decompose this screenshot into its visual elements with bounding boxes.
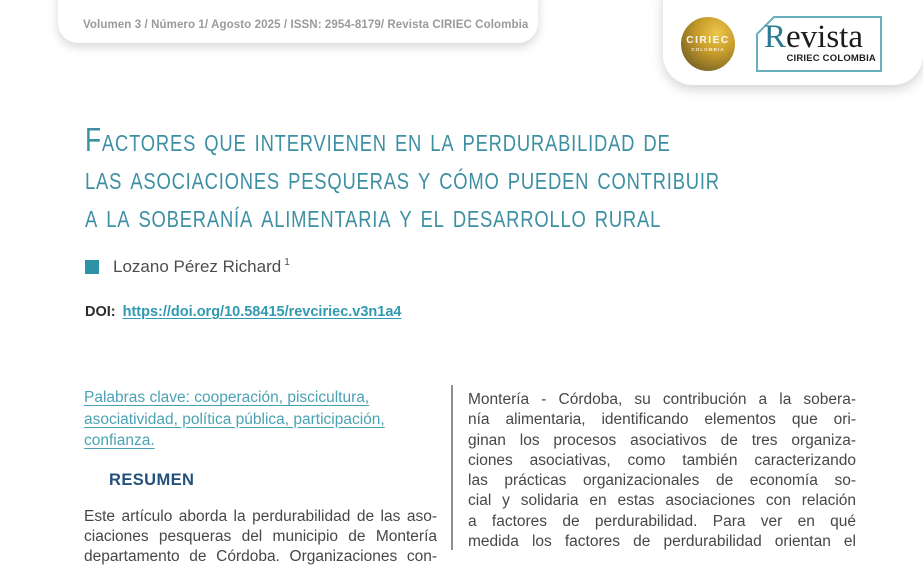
body-line: ciones asociativas, como también caracterizando <box>468 451 856 471</box>
section-heading-resumen: RESUMEN <box>109 471 437 490</box>
body-line: las prácticas organizacionales de economía so- <box>468 471 856 491</box>
column-divider <box>451 385 453 550</box>
revista-initial: R <box>764 19 786 55</box>
abstract-line: Este artículo aborda la perdurabilidad de las aso- <box>84 507 437 527</box>
article-title <box>85 121 817 235</box>
ciriec-logo-text: CIRIEC <box>686 35 730 46</box>
revista-title <box>764 16 863 58</box>
author-footnote-marker: 1 <box>284 257 290 268</box>
body-line: ginan los procesos asociativos de tres organiza- <box>468 431 856 451</box>
author-name-text: Lozano Pérez Richard <box>113 257 281 276</box>
keywords-text <box>84 387 437 452</box>
right-column-text <box>468 390 856 552</box>
abstract-line: departamento de Córdoba. Organizaciones con- <box>84 547 437 567</box>
author-name <box>113 257 290 277</box>
body-line: medida los factores de perdurabilidad orientan el <box>468 532 856 552</box>
doi-link[interactable]: https://doi.org/10.58415/revciriec.v3n1a4 <box>123 304 402 320</box>
doi-row <box>85 304 401 320</box>
ciriec-globe-icon <box>681 17 735 71</box>
left-column <box>84 387 437 567</box>
keywords-line: Palabras clave: cooperación, piscicultura, <box>84 387 437 409</box>
revista-wordmark <box>756 16 882 72</box>
keywords-line: asociatividad, política pública, participación, confianza. <box>84 409 437 452</box>
issue-info: Volumen 3 / Número 1/ Agosto 2025 / ISSN: 2954-8179/ Revista CIRIEC Colombia <box>83 19 528 31</box>
body-line: a factores de perdurabilidad. Para ver en qué <box>468 512 856 532</box>
author-row <box>85 257 290 277</box>
doi-label: DOI: <box>85 304 116 320</box>
ciriec-logo-subtext: COLOMBIA <box>691 47 724 53</box>
body-line: Montería - Córdoba, su contribución a la sobera- <box>468 390 856 410</box>
author-bullet-icon <box>85 260 99 274</box>
revista-subtitle: CIRIEC COLOMBIA <box>786 53 876 64</box>
article-title-line: las asociaciones pesqueras y cómo pueden contribuir <box>85 159 817 197</box>
abstract-text <box>84 507 437 567</box>
revista-title-rest: evista <box>786 19 863 55</box>
journal-logo-card <box>663 0 923 85</box>
body-line: nía alimentaria, identificando elementos que ori- <box>468 410 856 430</box>
article-title-line: Factores que intervienen en la perdurabilidad de <box>85 121 817 159</box>
issue-header-card <box>58 0 538 43</box>
body-line: cial y solidaria en estas asociaciones con relación <box>468 491 856 511</box>
abstract-line: ciaciones pesqueras del municipio de Montería <box>84 527 437 547</box>
article-title-line: a la soberanía alimentaria y el desarrollo rural <box>85 197 817 235</box>
